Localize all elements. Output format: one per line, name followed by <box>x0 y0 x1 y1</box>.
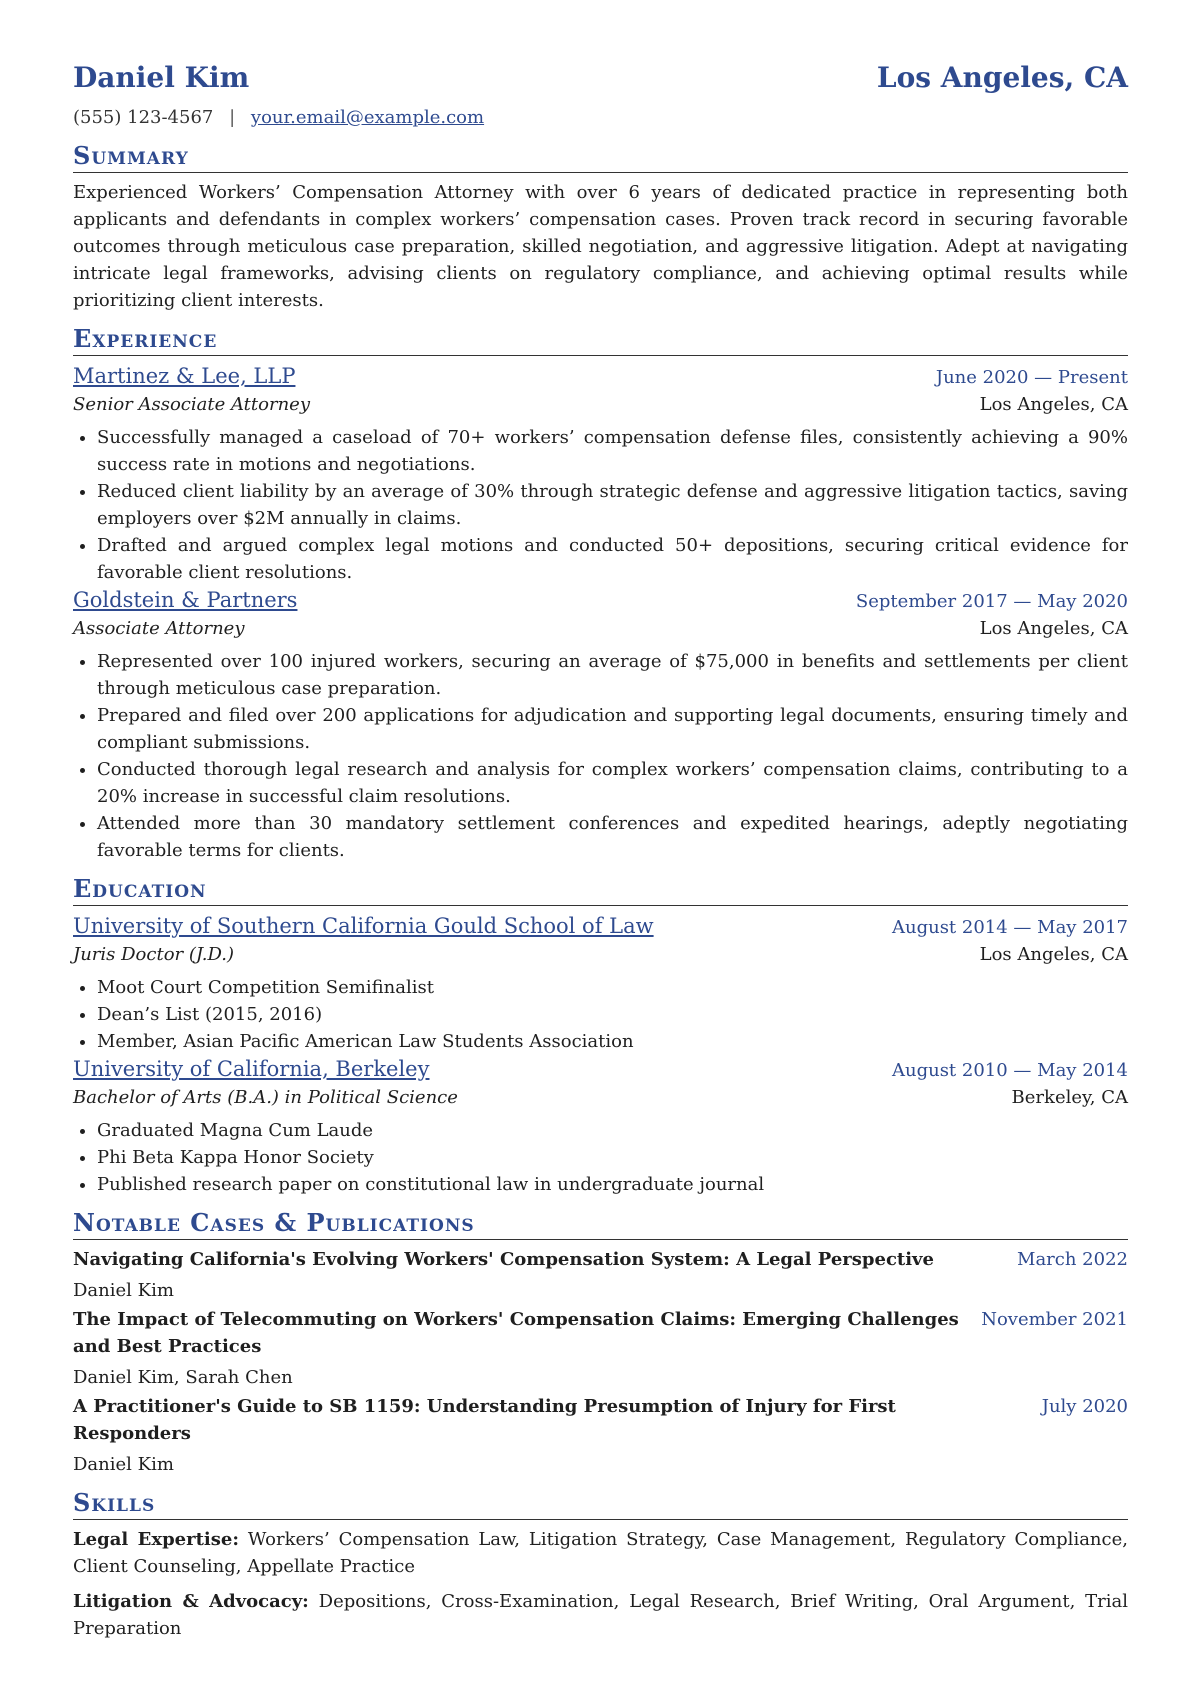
job-location: Los Angeles, CA <box>979 394 1128 415</box>
school-location: Los Angeles, CA <box>979 944 1128 965</box>
job-dates: September 2017 — May 2020 <box>855 591 1128 612</box>
publication-entry <box>73 1246 1128 1304</box>
publication-date: November 2021 <box>981 1309 1128 1330</box>
publication-title: Navigating California's Evolving Workers' Compensation System: A Legal Perspective <box>73 1249 934 1270</box>
job-bullets <box>73 424 1128 586</box>
school-bullets <box>73 974 1128 1055</box>
job-bullet: • Reduced client liability by an average of 30% through strategic defense and aggressive litigation tactics, saving employers over $2M annually in claims. <box>97 478 1128 532</box>
school-bullet: • Graduated Magna Cum Laude <box>97 1117 1128 1144</box>
section-title-education: Education <box>73 874 1128 906</box>
resume-header <box>73 60 1128 96</box>
school-bullets <box>73 1117 1128 1198</box>
school-org-link[interactable]: University of Southern California Gould School of Law <box>73 914 654 938</box>
skill-group-label: Legal Expertise: <box>73 1529 239 1550</box>
skill-group-text: Workers’ Compensation Law, Litigation Strategy, Case Management, Regulatory Compliance, Client Counseling, Appellate Practice <box>73 1529 1128 1577</box>
job-entry <box>73 362 1128 586</box>
publication-date: July 2020 <box>1041 1396 1128 1417</box>
job-role: Associate Attorney <box>73 618 245 639</box>
job-bullet: • Conducted thorough legal research and analysis for complex workers’ compensation claims, contributing to a 20% increase in successful claim resolutions. <box>97 756 1128 810</box>
school-org-link[interactable]: University of California, Berkeley <box>73 1057 430 1081</box>
publication-authors: Daniel Kim, Sarah Chen <box>73 1367 293 1388</box>
job-location: Los Angeles, CA <box>979 618 1128 639</box>
school-bullet: • Phi Beta Kappa Honor Society <box>97 1144 1128 1171</box>
job-role: Senior Associate Attorney <box>73 394 310 415</box>
job-bullet: • Prepared and filed over 200 applications for adjudication and supporting legal documents, ensuring timely and compliant submissions. <box>97 702 1128 756</box>
job-bullets <box>73 648 1128 864</box>
school-entry <box>73 912 1128 1055</box>
job-bullet: • Represented over 100 injured workers, securing an average of $75,000 in benefits and settlements per client through meticulous case preparation. <box>97 648 1128 702</box>
school-degree: Juris Doctor (J.D.) <box>73 944 234 965</box>
summary-text: Experienced Workers’ Compensation Attorney with over 6 years of dedicated practice in representing both applicants and defendants in complex workers’ compensation cases. Proven track record in securing favorable outcomes through meticulous case preparation, skilled negotiation, and aggressive litigation. Adept at navigating intricate legal frameworks, advising clients on regulatory compliance, and achieving optimal results while prioritizing client interests. <box>73 182 1128 311</box>
school-location: Berkeley, CA <box>1011 1087 1128 1108</box>
publication-title: The Impact of Telecommuting on Workers' Compensation Claims: Emerging Challenges and Best Practices <box>73 1309 959 1357</box>
email-link[interactable]: your.email@example.com <box>250 107 485 128</box>
phone-number: (555) 123-4567 <box>73 107 214 128</box>
job-org-link[interactable]: Goldstein & Partners <box>73 588 298 612</box>
school-bullet: • Member, Asian Pacific American Law Students Association <box>97 1028 1128 1055</box>
publication-title: A Practitioner's Guide to SB 1159: Understanding Presumption of Injury for First Responders <box>73 1396 896 1444</box>
resume-page <box>73 60 1128 1642</box>
school-bullet: • Dean’s List (2015, 2016) <box>97 1001 1128 1028</box>
candidate-name: Daniel Kim <box>73 61 250 94</box>
section-title-publications: Notable Cases & Publications <box>73 1208 1128 1240</box>
section-title-summary: Summary <box>73 141 1128 173</box>
job-entry <box>73 586 1128 864</box>
school-entry <box>73 1055 1128 1198</box>
school-dates: August 2014 — May 2017 <box>891 917 1128 938</box>
publication-authors: Daniel Kim <box>73 1280 174 1301</box>
job-dates: June 2020 — Present <box>935 367 1128 388</box>
school-bullet: • Published research paper on constitutional law in undergraduate journal <box>97 1171 1128 1198</box>
contact-separator: | <box>229 107 236 128</box>
skill-group <box>73 1588 1128 1642</box>
school-dates: August 2010 — May 2014 <box>891 1060 1128 1081</box>
job-org-link[interactable]: Martinez & Lee, LLP <box>73 364 296 388</box>
skill-group-label: Litigation & Advocacy: <box>73 1591 309 1612</box>
section-title-experience: Experience <box>73 324 1128 356</box>
school-degree: Bachelor of Arts (B.A.) in Political Science <box>73 1087 458 1108</box>
job-bullet: • Attended more than 30 mandatory settlement conferences and expedited hearings, adeptly negotiating favorable terms for clients. <box>97 810 1128 864</box>
section-title-skills: Skills <box>73 1488 1128 1520</box>
candidate-location: Los Angeles, CA <box>876 61 1128 94</box>
school-bullet: • Moot Court Competition Semifinalist <box>97 974 1128 1001</box>
skill-group <box>73 1526 1128 1580</box>
publication-entry <box>73 1306 1128 1391</box>
publication-date: March 2022 <box>1017 1249 1128 1270</box>
skill-group-text: Depositions, Cross-Examination, Legal Research, Brief Writing, Oral Argument, Trial Preparation <box>73 1591 1128 1639</box>
publication-entry <box>73 1393 1128 1478</box>
contact-line <box>73 104 1128 131</box>
publication-authors: Daniel Kim <box>73 1454 174 1475</box>
job-bullet: • Drafted and argued complex legal motions and conducted 50+ depositions, securing critical evidence for favorable client resolutions. <box>97 532 1128 586</box>
job-bullet: • Successfully managed a caseload of 70+ workers’ compensation defense files, consistently achieving a 90% success rate in motions and negotiations. <box>97 424 1128 478</box>
